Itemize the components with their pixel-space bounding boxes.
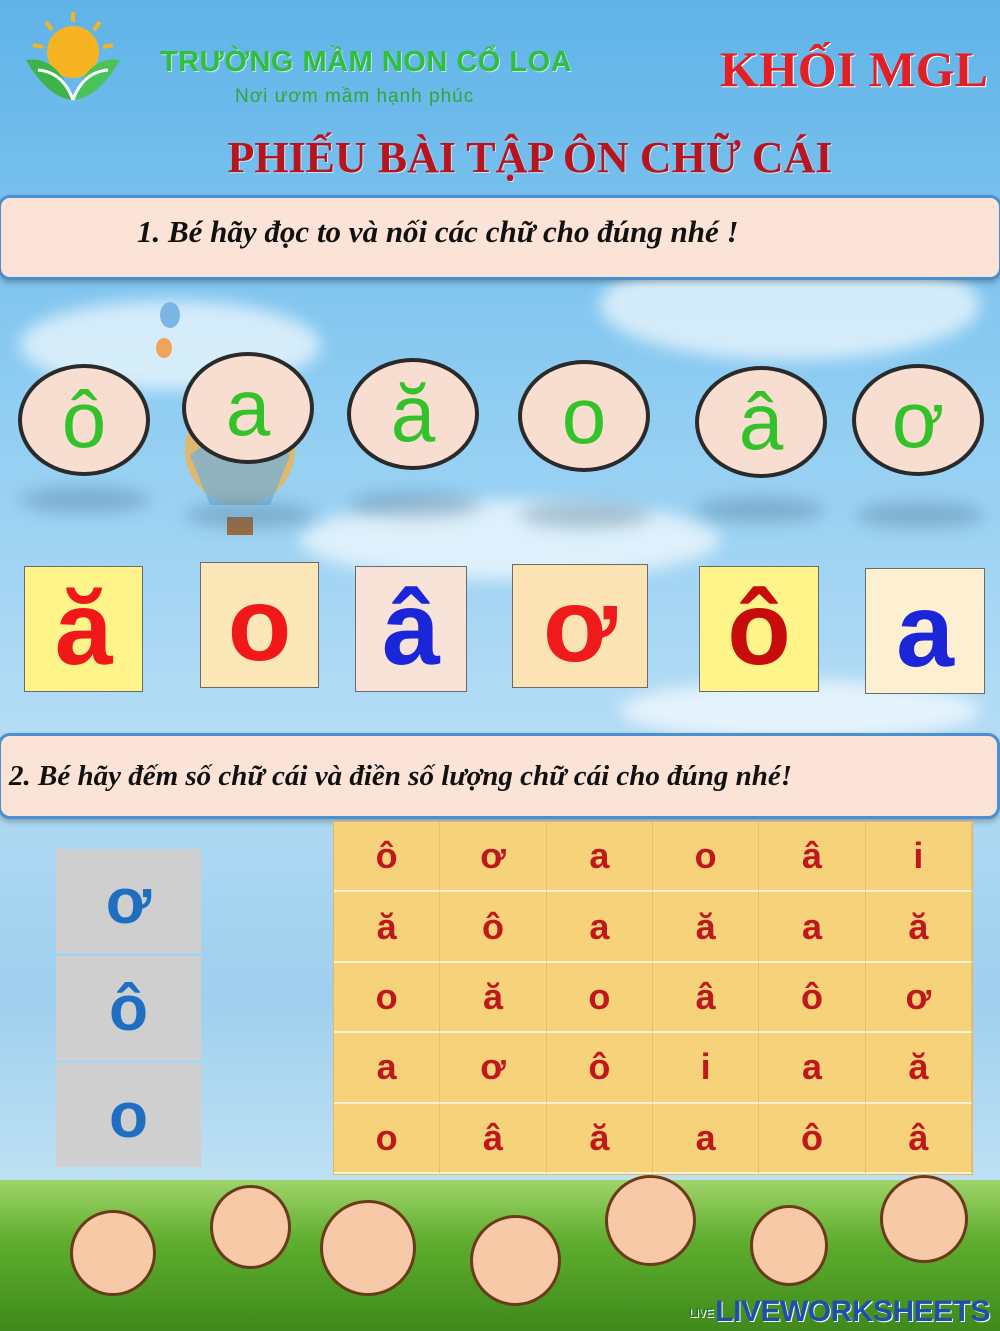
- grid-letter-cell: ă: [653, 892, 759, 962]
- exercise1-instruction: 1. Bé hãy đọc to và nối các chữ cho đúng nhé !: [0, 195, 1000, 280]
- grid-letter-cell: ô: [759, 963, 865, 1033]
- oval-letter[interactable]: ô: [18, 364, 150, 476]
- child-illustration: [470, 1215, 561, 1306]
- grid-letter-cell: a: [759, 1033, 865, 1103]
- liveworksheets-logo-icon: LIVE: [688, 1306, 714, 1321]
- school-name: TRƯỜNG MẦM NON CỔ LOA: [160, 46, 573, 78]
- oval-letter[interactable]: â: [695, 366, 827, 478]
- grid-letter-cell: â: [440, 1104, 546, 1174]
- grid-letter-cell: i: [653, 1033, 759, 1103]
- letter-card[interactable]: ô: [699, 566, 819, 692]
- grid-letter-cell: ô: [440, 892, 546, 962]
- grid-letter-cell: ô: [334, 822, 440, 892]
- child-illustration: [320, 1200, 416, 1296]
- letter-card[interactable]: ă: [24, 566, 143, 692]
- child-illustration: [605, 1175, 696, 1266]
- oval-letter[interactable]: o: [518, 360, 650, 472]
- count-letter-cell[interactable]: o: [56, 1063, 201, 1167]
- grid-letter-cell: ơ: [866, 963, 972, 1033]
- grid-letter-cell: ơ: [440, 822, 546, 892]
- grid-letter-cell: ă: [547, 1104, 653, 1174]
- grade-label: KHỐI MGL: [719, 41, 988, 97]
- oval-letter[interactable]: a: [182, 352, 314, 464]
- oval-shadow: [520, 502, 650, 528]
- grid-letter-cell: ă: [440, 963, 546, 1033]
- grid-letter-cell: ô: [547, 1033, 653, 1103]
- letter-card[interactable]: a: [865, 568, 985, 694]
- letter-card[interactable]: ơ: [512, 564, 648, 688]
- school-logo-icon: [18, 10, 128, 110]
- letter-card[interactable]: â: [355, 566, 467, 692]
- grid-letter-cell: ă: [866, 1033, 972, 1103]
- oval-shadow: [185, 502, 315, 528]
- child-illustration: [70, 1210, 156, 1296]
- grid-letter-cell: ơ: [440, 1033, 546, 1103]
- oval-shadow: [855, 502, 985, 528]
- grid-letter-cell: a: [547, 822, 653, 892]
- oval-letter[interactable]: ă: [347, 358, 479, 470]
- grid-letter-cell: ă: [866, 892, 972, 962]
- child-illustration: [750, 1205, 828, 1286]
- grid-letter-cell: â: [866, 1104, 972, 1174]
- exercise2-instruction: 2. Bé hãy đếm số chữ cái và điền số lượng chữ cái cho đúng nhé!: [0, 733, 1000, 819]
- count-letter-column: [56, 849, 201, 1170]
- grid-letter-cell: i: [866, 822, 972, 892]
- oval-letter-row: [0, 352, 1000, 482]
- count-letter-cell[interactable]: ô: [56, 956, 201, 1060]
- letter-card[interactable]: o: [200, 562, 319, 688]
- letter-card-row: [0, 562, 1000, 702]
- oval-shadow: [350, 492, 480, 518]
- oval-shadow: [20, 487, 150, 513]
- page-title: PHIẾU BÀI TẬP ÔN CHỮ CÁI: [227, 133, 833, 182]
- school-slogan: Nơi ươm mầm hạnh phúc: [235, 86, 475, 107]
- child-illustration: [210, 1185, 291, 1269]
- grid-letter-cell: a: [547, 892, 653, 962]
- grid-letter-cell: o: [547, 963, 653, 1033]
- oval-shadow: [695, 497, 825, 523]
- grid-letter-cell: â: [653, 963, 759, 1033]
- grid-letter-cell: a: [334, 1033, 440, 1103]
- liveworksheets-watermark: [689, 1295, 990, 1329]
- letter-grid: [333, 821, 973, 1175]
- grid-letter-cell: ô: [759, 1104, 865, 1174]
- grid-letter-cell: ă: [334, 892, 440, 962]
- grid-letter-cell: o: [334, 963, 440, 1033]
- grid-letter-cell: o: [334, 1104, 440, 1174]
- grid-letter-cell: a: [759, 892, 865, 962]
- child-illustration: [880, 1175, 968, 1263]
- grid-letter-cell: a: [653, 1104, 759, 1174]
- count-letter-cell[interactable]: ơ: [56, 849, 201, 953]
- oval-letter[interactable]: ơ: [852, 364, 984, 476]
- grid-letter-cell: o: [653, 822, 759, 892]
- grid-letter-cell: â: [759, 822, 865, 892]
- watermark-text: LIVEWORKSHEETS: [715, 1295, 990, 1328]
